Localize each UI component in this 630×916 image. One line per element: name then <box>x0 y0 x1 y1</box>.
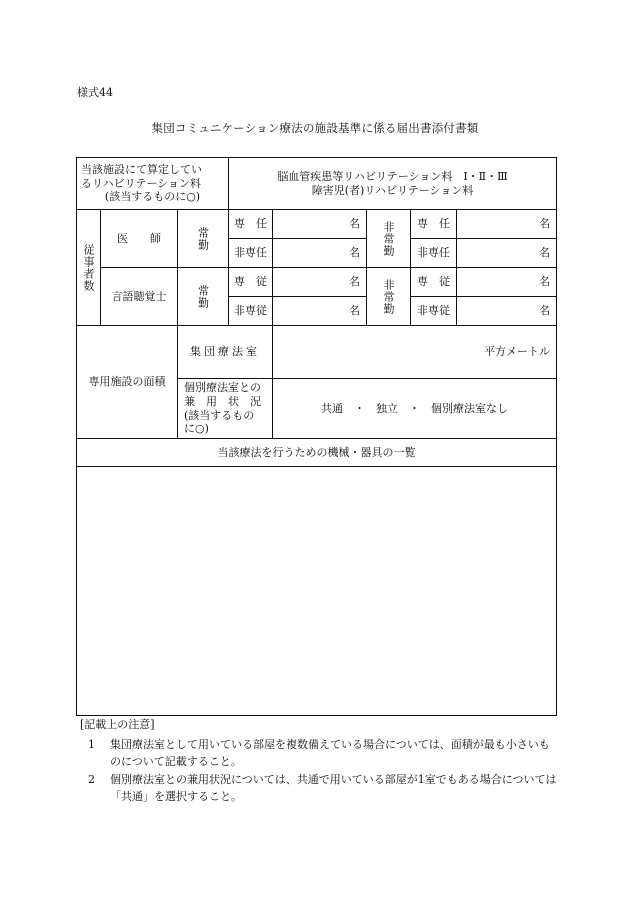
combined-use-label: 個別療法室との 兼 用 状 況 (該当するもの に○) <box>178 379 273 439</box>
facility-area-label: 専用施設の面積 <box>77 326 178 439</box>
unit-label: 名 <box>539 304 551 318</box>
note-item <box>88 771 560 806</box>
group-room-area-value[interactable] <box>273 326 557 379</box>
rehab-option-disabled[interactable]: 障害児(者)リハビリテーション料 <box>311 183 474 197</box>
combined-use-options[interactable]: 共通 ・ 独立 ・ 個別療法室なし <box>273 379 557 439</box>
form-number: 様式44 <box>77 86 113 99</box>
unit-label: 名 <box>539 246 551 260</box>
rehab-options-cell[interactable] <box>229 158 557 210</box>
application-form-table <box>76 157 557 716</box>
st-fulltime-exclusive-label: 専 従 <box>229 268 273 297</box>
st-label: 言語聴覚士 <box>101 268 178 326</box>
note-item <box>88 736 560 771</box>
st-parttime-label-cell <box>367 268 411 326</box>
unit-label: 名 <box>539 217 551 231</box>
equipment-list-header: 当該療法を行うための機械・器具の一覧 <box>77 439 557 467</box>
note-number: 2 <box>88 772 95 786</box>
calc-facility-label-line3: (該当するものに○) <box>104 190 201 204</box>
doctor-fulltime-dedicated-count[interactable] <box>273 210 367 239</box>
st-parttime-nonexclusive-count[interactable] <box>457 297 557 326</box>
note-text: 個別療法室との兼用状況については、共通で用いている部屋が1室でもある場合については「共通」を選択すること。 <box>110 772 557 804</box>
note-text: 集団療法室として用いている部屋を複数備えている場合については、面積が最も小さいものについて記載すること。 <box>110 737 550 769</box>
doctor-fulltime-label-cell <box>178 210 229 268</box>
unit-label: 名 <box>349 246 361 260</box>
doctor-label: 医 師 <box>101 210 178 268</box>
doctor-parttime-dedicated-count[interactable] <box>457 210 557 239</box>
unit-label: 名 <box>349 304 361 318</box>
calc-facility-label <box>77 158 229 210</box>
st-fulltime-nonexclusive-count[interactable] <box>273 297 367 326</box>
doctor-parttime-nondedicated-count[interactable] <box>457 239 557 268</box>
doctor-fulltime-nondedicated-count[interactable] <box>273 239 367 268</box>
doctor-parttime-nondedicated-label: 非専任 <box>411 239 457 268</box>
st-parttime-label: 非常勤 <box>382 278 396 315</box>
doctor-parttime-label-cell <box>367 210 411 268</box>
st-fulltime-label-cell <box>178 268 229 326</box>
unit-label: 名 <box>539 275 551 289</box>
page-title: 集団コミュニケーション療法の施設基準に係る届出書添付書類 <box>151 121 479 135</box>
notes-section <box>80 716 560 806</box>
doctor-fulltime-nondedicated-label: 非専任 <box>229 239 273 268</box>
st-parttime-exclusive-label: 専 従 <box>411 268 457 297</box>
st-fulltime-nonexclusive-label: 非専従 <box>229 297 273 326</box>
st-parttime-nonexclusive-label: 非専従 <box>411 297 457 326</box>
st-fulltime-label: 常勤 <box>196 284 210 309</box>
doctor-parttime-label: 非常勤 <box>382 220 396 257</box>
rehab-option-cerebrovascular[interactable]: 脳血管疾患等リハビリテーション料 Ⅰ・Ⅱ・Ⅲ <box>277 169 508 183</box>
group-room-label: 集団療法室 <box>178 326 273 379</box>
st-fulltime-exclusive-count[interactable] <box>273 268 367 297</box>
calc-facility-label-line2: るリハビリテーション料 <box>81 176 202 190</box>
area-unit: 平方メートル <box>484 345 551 359</box>
unit-label: 名 <box>349 275 361 289</box>
calc-facility-label-line1: 当該施設にて算定してい <box>81 162 202 176</box>
st-parttime-exclusive-count[interactable] <box>457 268 557 297</box>
doctor-fulltime-dedicated-label: 専 任 <box>229 210 273 239</box>
staff-count-label-cell <box>77 210 101 326</box>
doctor-parttime-dedicated-label: 専 任 <box>411 210 457 239</box>
equipment-list-area[interactable] <box>77 467 557 716</box>
staff-count-label: 従事者数 <box>82 243 95 292</box>
notes-header: [記載上の注意] <box>80 718 155 731</box>
unit-label: 名 <box>349 217 361 231</box>
doctor-fulltime-label: 常勤 <box>196 226 210 251</box>
note-number: 1 <box>88 737 95 751</box>
